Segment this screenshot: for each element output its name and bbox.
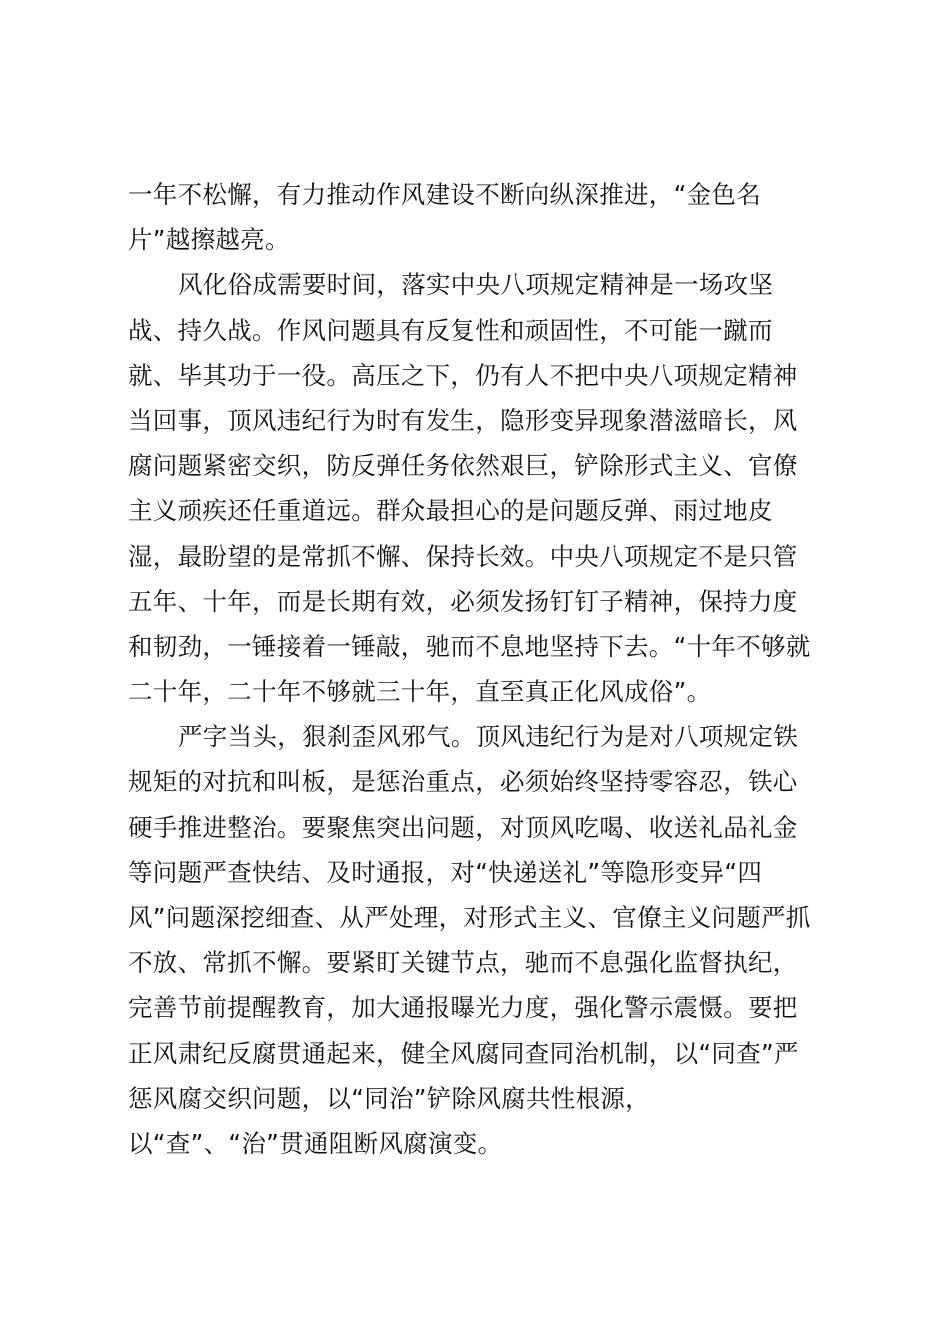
paragraph-first-line: 风化俗成需要时间，落实中央八项规定精神是一场攻坚 (178, 270, 774, 300)
text-line: 以“查”、“治”贯通阻断风腐演变。 (128, 1128, 503, 1158)
text-line: 等问题严查快结、及时通报，对“快递送礼”等隐形变异“四 (128, 857, 763, 887)
text-line: 和韧劲，一锤接着一锤敲，驰而不息地坚持下去。“十年不够就 (128, 631, 811, 661)
text-line: 正风肃纪反腐贯通起来，健全风腐同查同治机制，以“同查”严 (128, 1038, 799, 1068)
text-line: 主义顽疾还任重道远。群众最担心的是问题反弹、雨过地皮 (128, 496, 773, 526)
text-line: 就、毕其功于一役。高压之下，仍有人不把中央八项规定精神 (128, 360, 798, 390)
text-line: 风”问题深挖细查、从严处理，对形式主义、官僚主义问题严抓 (128, 903, 811, 932)
text-line: 一年不松懈，有力推动作风建设不断向纵深推进，“金色名 (128, 180, 761, 209)
text-line: 当回事，顶风违纪行为时有发生，隐形变异现象潜滋暗长，风 (128, 405, 798, 435)
text-line: 硬手推进整治。要聚焦突出问题，对顶风吃喝、收送礼品礼金 (128, 812, 798, 842)
text-line: 二十年，二十年不够就三十年，直至真正化风成俗”。 (128, 677, 712, 707)
text-line: 完善节前提醒教育，加大通报曝光力度，强化警示震慑。要把 (128, 993, 798, 1023)
text-line: 腐问题紧密交织，防反弹任务依然艰巨，铲除形式主义、官僚 (128, 451, 798, 481)
text-line: 五年、十年，而是长期有效，必须发扬钉钉子精神，保持力度 (128, 586, 798, 616)
text-line: 湿，最盼望的是常抓不懈、保持长效。中央八项规定不是只管 (128, 541, 798, 571)
paragraph-first-line: 严字当头，狠刹歪风邪气。顶风违纪行为是对八项规定铁 (178, 722, 798, 752)
text-line: 不放、常抓不懈。要紧盯关键节点，驰而不息强化监督执纪， (128, 948, 798, 978)
text-line: 规矩的对抗和叫板，是惩治重点，必须始终坚持零容忍，铁心 (128, 767, 798, 797)
text-line: 惩风腐交织问题，以“同治”铲除风腐共性根源， (128, 1083, 650, 1113)
text-line: 片”越擦越亮。 (128, 225, 290, 255)
article-body (128, 172, 838, 1166)
text-line: 战、持久战。作风问题具有反复性和顽固性，不可能一蹴而 (128, 315, 773, 345)
